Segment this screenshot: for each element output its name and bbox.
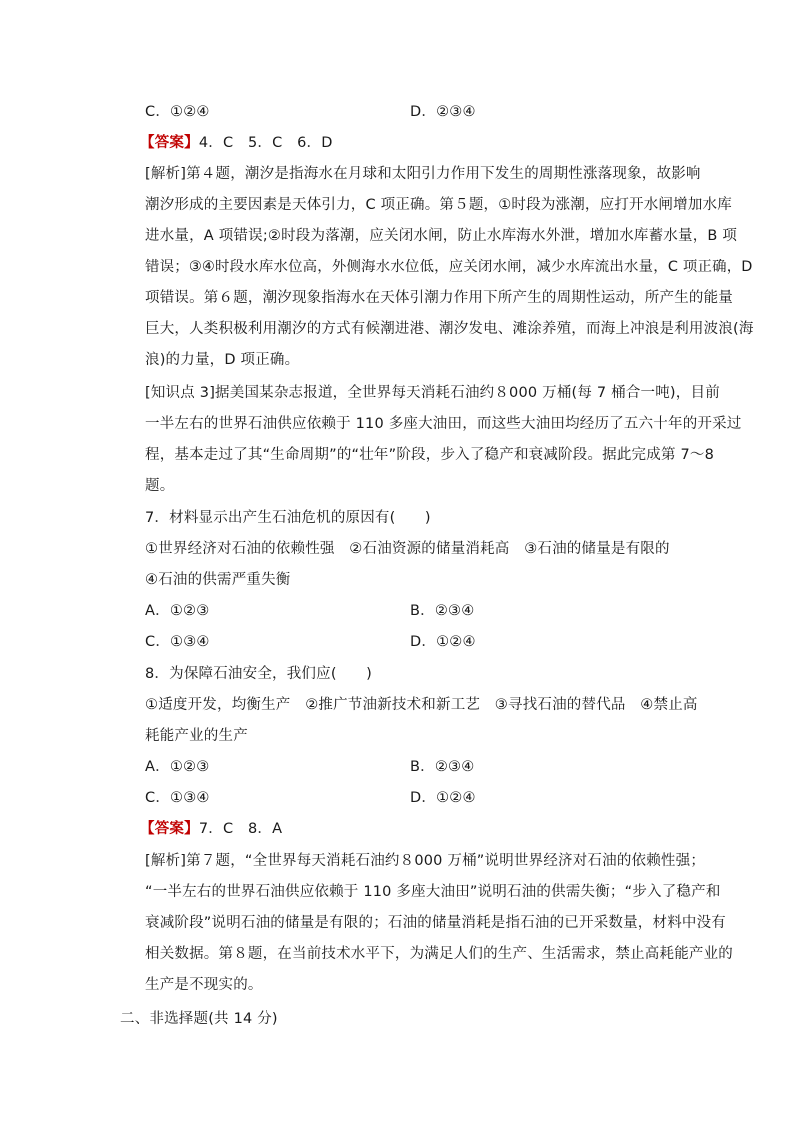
explanation-line: 衰减阶段”说明石油的储量是有限的；石油的储量消耗是指石油的已开采数量，材料中没有 <box>145 915 727 931</box>
explanation-line: “一半左右的世界石油供应依赖于 110 多座大油田”说明石油的供需失衡；“步入了稳产和 <box>145 884 721 900</box>
question-8-stem: 8．为保障石油安全，我们应( ) <box>145 666 372 682</box>
explanation-line: 浪)的力量，D 项正确。 <box>145 352 300 368</box>
option-d-prev: D．②③④ <box>410 104 476 120</box>
answer-tag: 【答案】 <box>140 135 199 151</box>
knowledge-line: 题。 <box>145 478 175 494</box>
knowledge-line: 程，基本走过了其“生命周期”的“壮年”阶段，步入了稳产和衰减阶段。据此完成第 7～8 <box>145 447 715 463</box>
question-7-items: ④石油的供需严重失衡 <box>145 572 291 588</box>
option-c-prev: C．①②④ <box>145 104 210 120</box>
q7-option-c: C．①③④ <box>145 634 210 650</box>
explanation-line: 巨大，人类积极利用潮汐的方式有候潮进港、潮汐发电、滩涂养殖，而海上冲浪是利用波浪(海 <box>145 321 754 337</box>
question-7-items: ①世界经济对石油的依赖性强 ②石油资源的储量消耗高 ③石油的储量是有限的 <box>145 541 670 557</box>
question-7-stem: 7．材料显示出产生石油危机的原因有( ) <box>145 510 431 526</box>
explanation-line: [解析]第４题，潮汐是指海水在月球和太阳引力作用下发生的周期性涨落现象，故影响 <box>145 166 701 182</box>
q8-option-b: B．②③④ <box>410 759 475 775</box>
q7-option-d: D．①②④ <box>410 634 476 650</box>
answer-value: 7．C 8．A <box>198 821 283 837</box>
explanation-line: 相关数据。第８题，在当前技术水平下，为满足人们的生产、生活需求，禁止高耗能产业的 <box>145 946 733 962</box>
answer-line-1 <box>140 133 333 153</box>
section-title: 二、非选择题(共 14 分) <box>120 1011 278 1027</box>
explanation-line: 进水量，A 项错误;②时段为落潮，应关闭水闸，防止水库海水外泄，增加水库蓄水量，B 项 <box>145 228 738 244</box>
q7-option-b: B．②③④ <box>410 603 475 619</box>
q8-option-c: C．①③④ <box>145 790 210 806</box>
explanation-line: 生产是不现实的。 <box>145 977 263 993</box>
q8-option-a: A．①②③ <box>145 759 210 775</box>
answer-tag: 【答案】 <box>140 821 199 837</box>
answer-value: 4．C 5．C 6．D <box>198 135 333 151</box>
question-8-items: ①适度开发，均衡生产 ②推广节油新技术和新工艺 ③寻找石油的替代品 ④禁止高 <box>145 697 698 713</box>
explanation-line: [解析]第７题，“全世界每天消耗石油约８000 万桶”说明世界经济对石油的依赖性强； <box>145 853 706 869</box>
q8-option-d: D．①②④ <box>410 790 476 806</box>
knowledge-line: 一半左右的世界石油供应依赖于 110 多座大油田，而这些大油田均经历了五六十年的开采过 <box>145 416 742 432</box>
explanation-line: 错误；③④时段水库水位高，外侧海水水位低，应关闭水闸，减少水库流出水量，C 项正确，D <box>145 259 753 275</box>
q7-option-a: A．①②③ <box>145 603 210 619</box>
question-8-items: 耗能产业的生产 <box>145 728 248 744</box>
answer-line-2 <box>140 819 282 839</box>
knowledge-line: [知识点 3]据美国某杂志报道，全世界每天消耗石油约８000 万桶(每 7 桶合一吨)，目前 <box>145 385 720 401</box>
explanation-line: 潮汐形成的主要因素是天体引力，C 项正确。第５题，①时段为涨潮，应打开水闸增加水库 <box>145 197 732 213</box>
explanation-line: 项错误。第６题，潮汐现象指海水在天体引潮力作用下所产生的周期性运动，所产生的能量 <box>145 290 733 306</box>
